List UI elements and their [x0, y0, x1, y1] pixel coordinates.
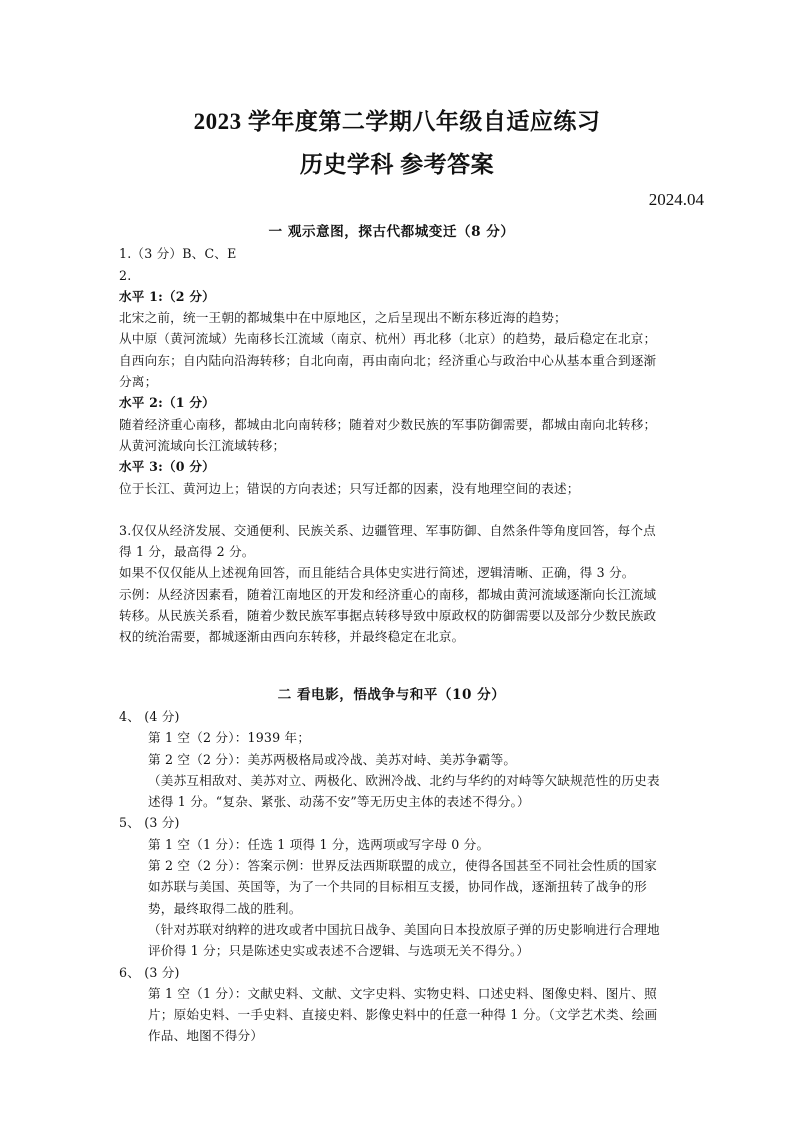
- q4-line: 第 1 空（2 分）：1939 年；: [148, 730, 311, 746]
- q1-answer: 1.（3 分）B、C、E: [119, 246, 237, 262]
- answer-body: [119, 222, 664, 1047]
- section-2-heading: 二 看电影，悟战争与和平（10 分）: [277, 686, 506, 703]
- spacer: [119, 499, 664, 520]
- level-3-line: 位于长江、黄河边上；错误的方向表述；只写迁都的因素，没有地理空间的表述；: [119, 480, 580, 496]
- document-title: 2023 学年度第二学期八年级自适应练习: [193, 109, 601, 134]
- level-2-line: 随着经济重心南移，都城由北向南转移；随着对少数民族的军事防御需要，都城由南向北转移；从黄河流域向长江流域转移；: [119, 416, 657, 453]
- spacer: [119, 669, 664, 685]
- q3-line: 如果不仅仅能从上述视角回答，而且能结合具体史实进行简述，逻辑清晰、正确，得 3 分。: [119, 565, 635, 581]
- section-1-heading: 一 观示意图，探古代都城变迁（8 分）: [268, 224, 515, 240]
- q6-label: 6、 (3 分): [119, 964, 180, 980]
- spacer: [119, 648, 664, 669]
- q5-label: 5、 (3 分): [119, 815, 180, 831]
- level-3-heading: 水平 3:（0 分）: [119, 459, 215, 475]
- q3-line: 3.仅仅从经济发展、交通便利、民族关系、边疆管理、军事防御、自然条件等角度回答，每个点得 1 分，最高得 2 分。: [119, 522, 656, 560]
- q5-line: 第 2 空（2 分）：答案示例：世界反法西斯联盟的成立，使得各国甚至不同社会性质的国家如苏联与美国、英国等，为了一个共同的目标相互支援，协同作战，逐渐扭转了战争的形势，最终取得二战的胜利。: [148, 858, 657, 916]
- level-1-heading: 水平 1:（2 分）: [119, 288, 215, 304]
- q4-line: 第 2 空（2 分）：美苏两极格局或冷战、美苏对峙、美苏争霸等。: [148, 751, 517, 767]
- level-1-line: 北宋之前，统一王朝的都城集中在中原地区，之后呈现出不断东移近海的趋势；: [119, 310, 567, 326]
- q3-line: 示例：从经济因素看，随着江南地区的开发和经济重心的南移，都城由黄河流域逐渐向长江流域转移。从民族关系看，随着少数民族军事据点转移导致中原政权的防御需要以及部分少数民族政权的统治需要，都城逐渐由西向东转移，并最终稳定在北京。: [119, 586, 657, 645]
- q5-line: （针对苏联对纳粹的进攻或者中国抗日战争、美国向日本投放原子弹的历史影响进行合理地评价得 1 分；只是陈述史实或表述不合逻辑、与选项无关不得分。）: [148, 921, 660, 959]
- document-subtitle: 历史学科 参考答案: [299, 152, 495, 177]
- document-date: 2024.04: [648, 190, 704, 209]
- q6-line: 第 1 空（1 分）：文献史料、文献、文字史料、实物史料、口述史料、图像史料、图片、照片；原始史料、一手史料、直接史料、影像史料中的任意一种得 1 分。（文学艺术类、绘画作品、地图不得分）: [148, 985, 658, 1044]
- level-1-line: 从中原（黄河流域）先南移长江流域（南京、杭州）再北移（北京）的趋势，最后稳定在北京；自西向东；自内陆向沿海转移；自北向南，再由南向北；经济重心与政治中心从基本重合到逐渐分离；: [119, 331, 657, 390]
- level-2-heading: 水平 2:（1 分）: [119, 395, 215, 411]
- q4-label: 4、 (4 分): [119, 708, 180, 724]
- q4-line: （美苏互相敌对、美苏对立、两极化、欧洲冷战、北约与华约的对峙等欠缺规范性的历史表述得 1 分。“复杂、紧张、动荡不安”等无历史主体的表述不得分。）: [148, 772, 660, 810]
- q5-line: 第 1 空（1 分）：任选 1 项得 1 分，选两项或写字母 0 分。: [148, 836, 490, 852]
- q2-label: 2.: [119, 267, 132, 283]
